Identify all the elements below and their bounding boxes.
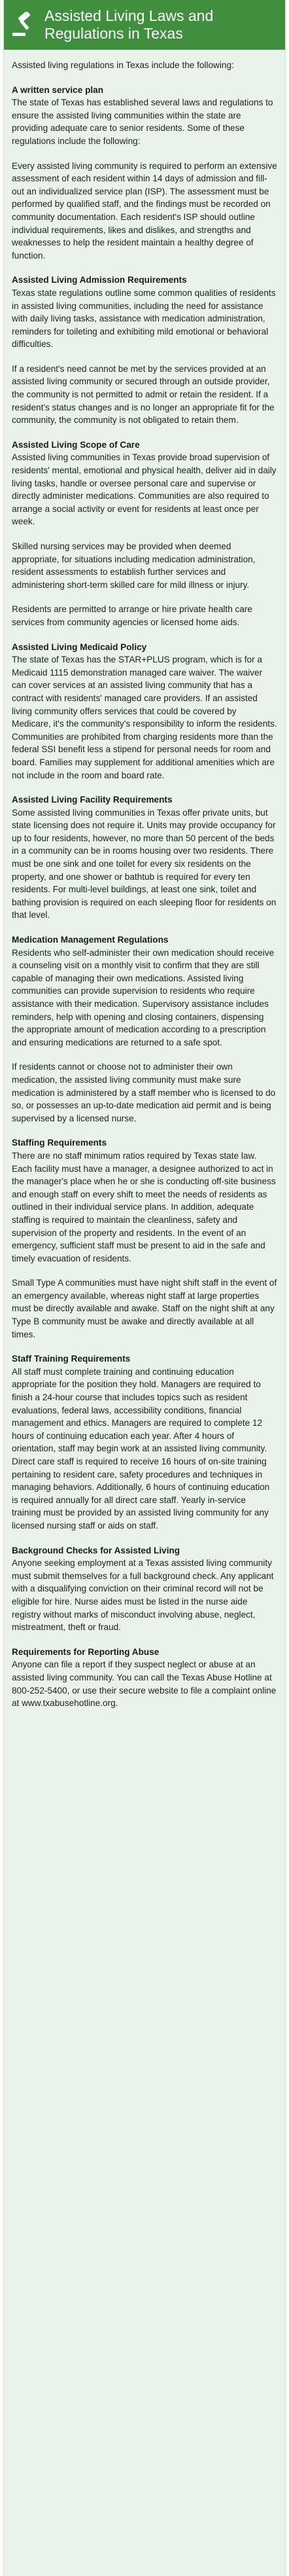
section-paragraph: Anyone can file a report if they suspect neglect or abuse at an assisted living community. You can call the Texas Abuse Hotline at 800-252-5400, or use their secure website to file a complaint online at www.txabusehotline.org. <box>12 1660 277 1709</box>
section-heading: A written service plan <box>12 84 104 95</box>
section-paragraph: Assisted living communities in Texas provide broad supervision of residents' mental, emotional and physical health, deliver aid in daily living tasks, handle or oversee personal care and supervise or directly administer medications. Communities are also required to arrange a social activity or event for residents at least once per week. <box>12 452 277 527</box>
section-heading: Staff Training Requirements <box>12 1354 131 1364</box>
page-title: Assisted Living Laws and Regulations in Texas <box>44 7 214 42</box>
section-paragraph: Every assisted living community is required to perform an extensive assessment of each resident within 14 days of admission and fill-out an individualized service plan (ISP). The assessment must be performed by qualified staff, and the findings must be recorded on community documentation. Each resident's ISP should outline individual requirements, likes and dislikes, and strengths and weaknesses to help the resident maintain a healthy degree of function. <box>12 160 277 261</box>
article-header <box>4 0 285 50</box>
section-paragraph: All staff must complete training and continuing education appropriate for the position they hold. Managers are required to finish a 24-hour course that includes topics such as resident evaluations, federal laws, accessibility conditions, financial management and ethics. Managers are required to complete 12 hours of continuing education each year. After 4 hours of orientation, staff may begin work at an assisted living community. Direct care staff is required to receive 16 hours of on-site training pertaining to resident care, safety procedures and techniques in managing behaviors. Additionally, 6 hours of continuing education is required annually for all direct care staff. Yearly in-service training must be provided by an assisted living community for any licensed nursing staff or aids on staff. <box>12 1366 270 1531</box>
article-body <box>4 50 285 1710</box>
section-paragraph: The state of Texas has the STAR+PLUS program, which is for a Medicaid 1115 demonstration managed care waiver. The waiver can cover services at an assisted living community that has a contract with residents' managed care providers. If an assisted living community offers services that could be covered by Medicare, it's the community's responsibility to inform the residents. Communities are prohibited from charging residents more than the federal SSI benefit less a stipend for personal needs for room and board. Families may supplement for additional amenities which are not include in the room and board rate. <box>12 655 277 780</box>
section-heading: Requirements for Reporting Abuse <box>12 1646 160 1657</box>
gavel-icon <box>10 12 37 38</box>
section-heading: Assisted Living Facility Requirements <box>12 795 173 805</box>
section-heading: Assisted Living Medicaid Policy <box>12 642 147 652</box>
section-paragraph: Residents are permitted to arrange or hire private health care services from community agencies or licensed home aids. <box>12 604 252 627</box>
section-paragraph: Skilled nursing services may be provided when deemed appropriate, for situations including medication administration, resident assessments to establish further services and administering short-term skilled care for mild illness or injury. <box>12 541 256 590</box>
section-paragraph: If residents cannot or choose not to administer their own medication, the assisted living community must make sure medication is administered by a staff member who is licensed to do so, or possesses an up-to-date medication aid permit and is being supervised by a licensed nurse. <box>12 1062 276 1123</box>
section-heading: Staffing Requirements <box>12 1138 107 1148</box>
section-paragraph: Residents who self-administer their own medication should receive a counseling visit on a monthly visit to confirm that they are still capable of managing their own medications. Assisted living communities can provide supervision to residents who require assistance with their medication. Supervisory assistance includes reminders, help with opening and closing containers, dispensing the appropriate amount of medication according to a prescription and ensuring medications are returned to a safe spot. <box>12 947 275 1047</box>
section-paragraph: There are no staff minimum ratios required by Texas state law. Each facility must have a manager, a designee authorized to act in the manager's place when he or she is conducting off-site business and enough staff on every shift to meet the needs of residents as outlined in their individual service plans. In addition, adequate staffing is required to maintain the cleanliness, safety and supervision of the property and residents. In the event of an emergency, sufficient staff must be present to aid in the safe and timely evacuation of residents. <box>12 1150 276 1263</box>
section-heading: Medication Management Regulations <box>12 935 169 945</box>
section-paragraph: The state of Texas has established several laws and regulations to ensure the assisted living communities within the state are providing adequate care to senior residents. Some of these regulations include the following: <box>12 98 273 146</box>
section-paragraph: Anyone seeking employment at a Texas assisted living community must submit themselves for a full background check. Any applicant with a disqualifying conviction on their criminal record will not be eligible for hire. Nurse aides must be listed in the nurse aide registry without marks of misconduct involving abuse, neglect, mistreatment, theft or fraud. <box>12 1558 274 1633</box>
section-paragraph: If a resident's need cannot be met by the services provided at an assisted living community or secured through an outside provider, the community is not permitted to admit or retain the resident. If a resident's status changes and is no longer an appropriate fit for the community, the community is not obligated to retain them. <box>12 363 275 426</box>
section-heading: Assisted Living Admission Requirements <box>12 275 187 285</box>
article-card <box>3 0 286 2576</box>
section-paragraph: Some assisted living communities in Texas offer private units, but state licensing does not require it. Units may provide occupancy for up to four residents, however, no more than 50 percent of the beds in a community can be in rooms housing over two residents. There must be one sink and one toilet for every six residents on the property, and one shower or bathtub is required for every ten residents. For multi-level buildings, at least one sink, toilet and bathing provision is required on each sleeping floor for residents on that level. <box>12 807 277 920</box>
section-heading: Assisted Living Scope of Care <box>12 439 140 450</box>
intro-text: Assisted living regulations in Texas include the following: <box>12 60 234 70</box>
section-paragraph: Small Type A communities must have night shift staff in the event of an emergency available, whereas night staff at large properties must be directly available and awake. Staff on the night shift at any Type B community must be awake and directly available at all times. <box>12 1278 277 1339</box>
section-heading: Background Checks for Assisted Living <box>12 1545 180 1555</box>
section-paragraph: Texas state regulations outline some common qualities of residents in assisted living communities, including the need for assistance with daily living tasks, assistance with medication administration, reminders for toileting and exhibiting mild emotional or behavioral difficulties. <box>12 287 276 350</box>
